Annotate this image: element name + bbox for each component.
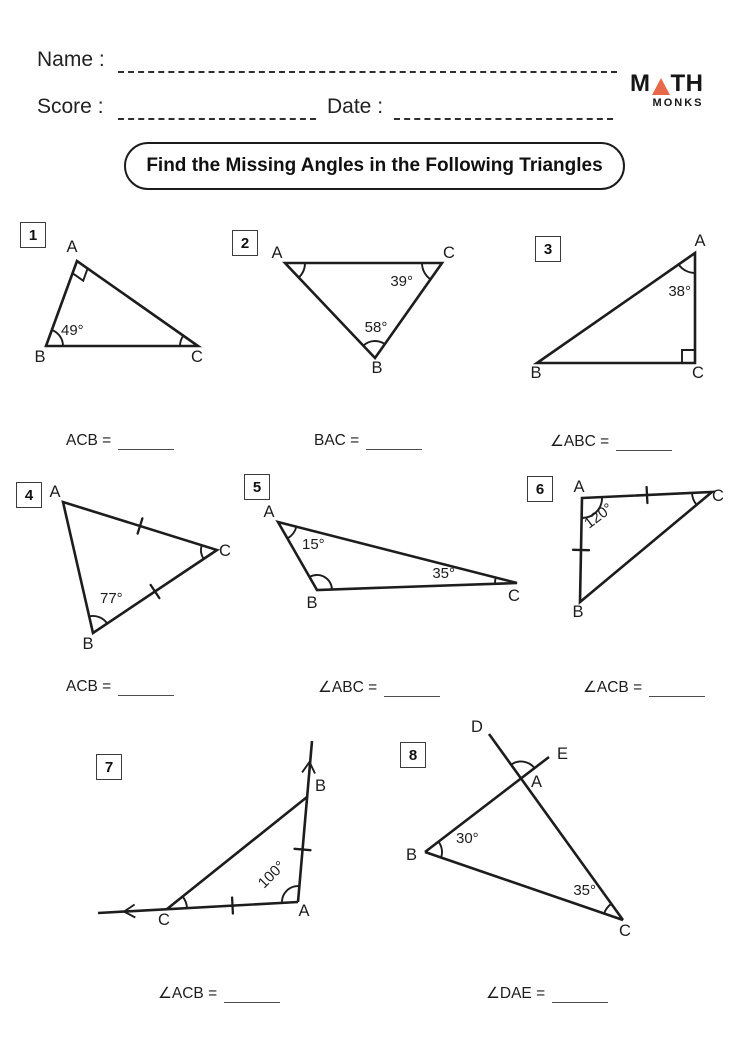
answer-3-label: ∠ABC = xyxy=(550,433,610,450)
angle-arc xyxy=(604,904,611,914)
angle-value-c: 39° xyxy=(390,273,413,290)
tick-mark xyxy=(232,898,233,914)
vertex-label-b: B xyxy=(572,603,584,621)
problem-number-1: 1 xyxy=(20,222,46,248)
line-d-to-c xyxy=(489,734,623,920)
problem-1-figure xyxy=(34,238,203,366)
angle-value-a: 100° xyxy=(254,857,289,892)
answer-1-blank[interactable] xyxy=(118,434,174,450)
ray-through-b xyxy=(298,741,312,902)
answer-7-blank[interactable] xyxy=(224,987,280,1003)
angle-value-a: 38° xyxy=(668,283,691,300)
angle-arc xyxy=(679,264,695,273)
answer-4 xyxy=(66,678,174,696)
problem-4-figure xyxy=(49,483,231,653)
vertex-label-a: A xyxy=(49,483,61,501)
vertex-label-b: B xyxy=(530,364,542,382)
triangle-outline xyxy=(537,253,695,363)
angle-arc xyxy=(363,341,385,346)
worksheet-title-text: Find the Missing Angles in the Following Triangles xyxy=(146,155,603,176)
angle-arc xyxy=(287,527,296,539)
tick-mark xyxy=(647,487,648,503)
angle-arc xyxy=(495,578,496,584)
vertex-label-c: C xyxy=(219,542,231,560)
problem-number-2: 2 xyxy=(232,230,258,256)
problem-number-3: 3 xyxy=(535,236,561,262)
angle-value-b: 30° xyxy=(456,830,479,847)
problem-6-figure xyxy=(572,478,724,621)
triangle-outline xyxy=(285,263,442,358)
vertex-label-a: A xyxy=(694,232,706,250)
vertex-label-b: B xyxy=(405,846,417,864)
angle-arc-dae xyxy=(511,761,534,768)
vertex-label-a: A xyxy=(263,503,275,521)
angle-arc xyxy=(692,493,697,505)
problem-7-figure xyxy=(98,741,326,929)
problem-number-4: 4 xyxy=(16,482,42,508)
problem-number-5: 5 xyxy=(244,474,270,500)
angle-value-b: 58° xyxy=(364,319,388,336)
answer-7 xyxy=(158,984,280,1003)
triangle-outline xyxy=(278,522,517,590)
vertex-label-c: C xyxy=(712,487,724,505)
answer-6-blank[interactable] xyxy=(649,681,705,697)
angle-arc xyxy=(422,263,431,279)
angle-value-b: 77° xyxy=(100,590,123,607)
angle-value-b: 49° xyxy=(61,322,84,339)
vertex-label-a: A xyxy=(573,478,585,496)
problem-number-8: 8 xyxy=(400,742,426,768)
vertex-label-b: B xyxy=(82,635,94,653)
answer-5-label: ∠ABC = xyxy=(318,679,378,696)
answer-2 xyxy=(314,432,422,450)
vertex-label-b: B xyxy=(34,348,46,366)
answer-8-blank[interactable] xyxy=(552,987,608,1003)
angle-arc xyxy=(439,842,443,858)
score-label: Score : xyxy=(37,95,104,118)
angle-arc xyxy=(183,897,187,908)
answer-5-blank[interactable] xyxy=(384,681,440,697)
vertex-label-c: C xyxy=(619,922,631,940)
right-angle-mark xyxy=(682,350,695,363)
answer-3 xyxy=(550,432,672,451)
answer-7-label: ∠ACB = xyxy=(158,985,218,1002)
answer-4-label: ACB = xyxy=(66,678,112,695)
vertex-label-c: C xyxy=(692,364,704,382)
angle-value-a: 120° xyxy=(581,499,617,533)
line-b-to-e xyxy=(425,757,549,852)
vertex-label-c: C xyxy=(443,244,455,262)
vertex-label-c: C xyxy=(508,587,520,605)
answer-4-blank[interactable] xyxy=(118,680,174,696)
answer-6-label: ∠ACB = xyxy=(583,679,643,696)
tick-mark xyxy=(151,585,160,598)
triangle-outline xyxy=(63,502,217,633)
angle-value-c: 35° xyxy=(432,565,455,582)
angle-value-c: 35° xyxy=(573,882,596,899)
answer-1-label: ACB = xyxy=(66,432,112,449)
ray-through-c xyxy=(98,902,298,913)
logo-m: M xyxy=(630,70,651,97)
problem-5-figure xyxy=(263,503,520,612)
answer-5 xyxy=(318,678,440,697)
vertex-label-c: C xyxy=(191,348,203,366)
answer-3-blank[interactable] xyxy=(616,435,672,451)
tick-mark xyxy=(295,849,311,850)
angle-arc xyxy=(180,336,183,346)
problem-8-figure xyxy=(406,718,631,940)
vertex-label-b: B xyxy=(315,777,327,795)
date-label: Date : xyxy=(327,95,384,118)
name-label: Name : xyxy=(37,48,105,71)
answer-2-label: BAC = xyxy=(314,432,360,449)
vertex-label-b: B xyxy=(306,594,318,612)
angle-arc xyxy=(299,263,305,278)
logo-th: TH xyxy=(670,70,704,97)
answer-8-label: ∠DAE = xyxy=(486,985,546,1002)
problem-3-figure xyxy=(530,232,705,382)
answer-1 xyxy=(66,432,174,450)
problem-2-figure xyxy=(271,244,455,377)
problem-number-6: 6 xyxy=(527,476,553,502)
vertex-label-a: A xyxy=(66,238,78,256)
answer-8 xyxy=(486,984,608,1003)
logo-monks: MONKS xyxy=(652,97,704,109)
vertex-label-c: C xyxy=(158,911,170,929)
angle-value-a: 15° xyxy=(302,536,325,553)
angle-arc xyxy=(282,886,299,903)
vertex-label-e: E xyxy=(557,745,569,763)
vertex-label-a: A xyxy=(531,773,543,791)
angle-arc xyxy=(201,545,204,559)
answer-2-blank[interactable] xyxy=(366,434,422,450)
vertex-label-d: D xyxy=(471,718,483,736)
vertex-label-a: A xyxy=(271,244,283,262)
vertex-label-a: A xyxy=(298,902,310,920)
problem-number-7: 7 xyxy=(96,754,122,780)
vertex-label-b: B xyxy=(371,359,383,377)
answer-6 xyxy=(583,678,705,697)
